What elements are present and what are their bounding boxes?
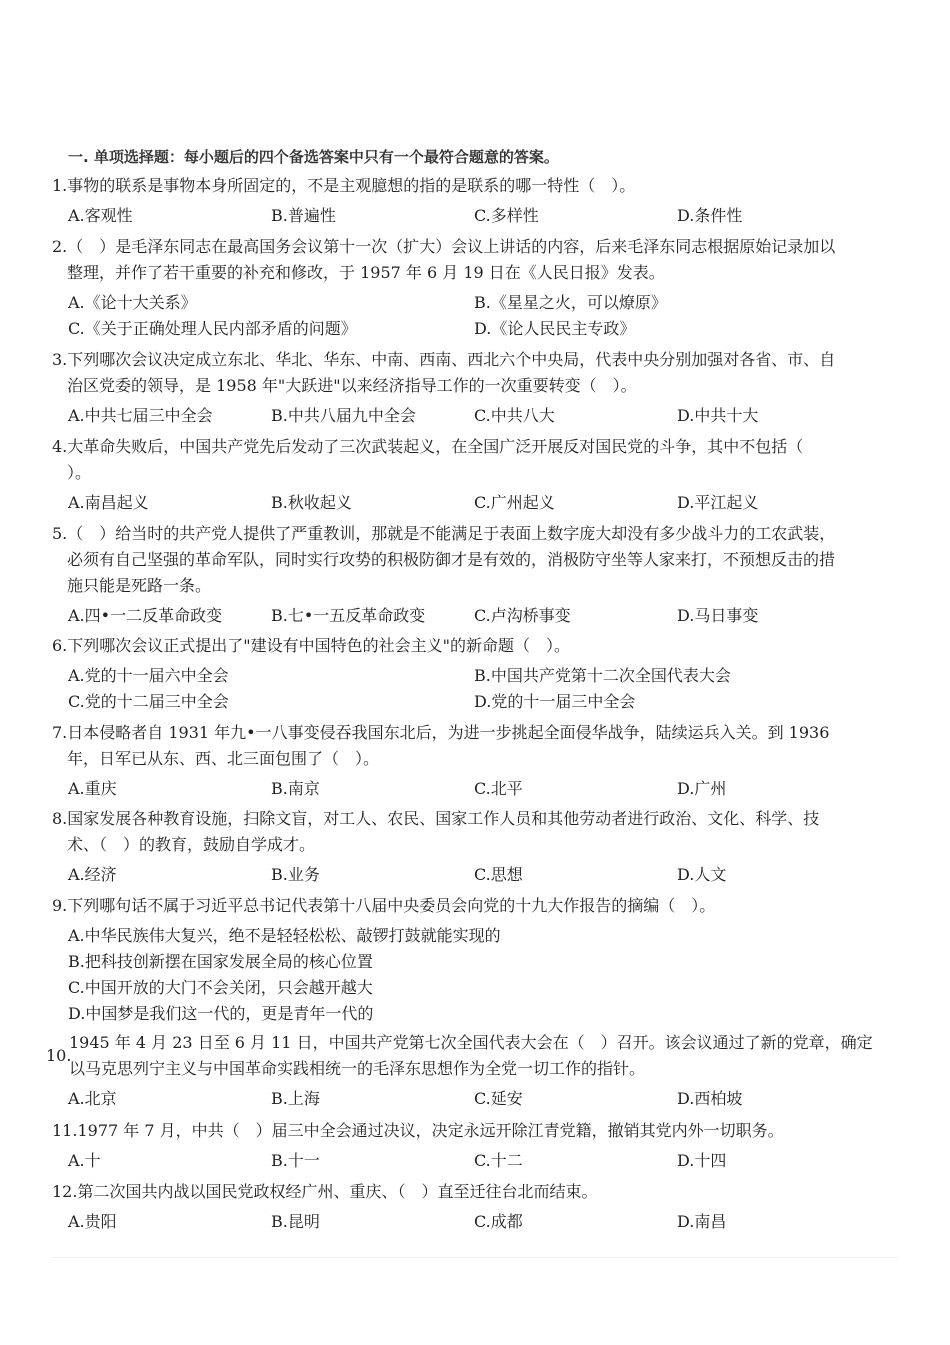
option-a[interactable]: A.中华民族伟大复兴，绝不是轻轻松松、敲锣打鼓就能实现的 (68, 926, 501, 945)
question-text-cont: 年，日军已从东、西、北三面包围了（ ）。 (67, 749, 380, 768)
question-number: 7. (52, 723, 68, 742)
option-b[interactable]: B.《星星之火，可以燎原》 (474, 293, 667, 312)
options-row (52, 862, 882, 888)
option-c[interactable]: C.《关于正确处理人民内部矛盾的问题》 (68, 319, 357, 338)
question-text: 下列哪句话不属于习近平总书记代表第十八届中央委员会向党的十九大作报告的摘编（ ）。 (67, 896, 716, 915)
option-c[interactable]: C.十二 (474, 1151, 523, 1170)
option-d[interactable]: D.南昌 (677, 1212, 727, 1231)
question-text: 第二次国共内战以国民党政权经广州、重庆、（ ）直至迁往台北而结束。 (77, 1182, 598, 1201)
option-b[interactable]: B.中共八届九中全会 (271, 406, 416, 425)
question-text: 事物的联系是事物本身所固定的，不是主观臆想的指的是联系的哪一特性（ ）。 (67, 176, 636, 195)
question-text: 国家发展各种教育设施，扫除文盲，对工人、农民、国家工作人员和其他劳动者进行政治、文化、科学、技 (67, 809, 820, 828)
option-c[interactable]: C.中国开放的大门不会关闭，只会越开越大 (68, 978, 373, 997)
option-c[interactable]: C.中共八大 (474, 406, 555, 425)
options-row (52, 603, 882, 629)
option-d[interactable]: D.条件性 (677, 206, 743, 225)
option-c[interactable]: C.成都 (474, 1212, 523, 1231)
option-d[interactable]: D.广州 (677, 779, 727, 798)
option-c[interactable]: C.卢沟桥事变 (474, 606, 571, 625)
question-text-cont: ）。 (67, 463, 92, 482)
option-b[interactable]: B.七•一五反革命政变 (271, 606, 426, 625)
options-row (52, 290, 882, 316)
option-b[interactable]: B.上海 (271, 1089, 320, 1108)
question-11 (52, 1118, 882, 1174)
option-d[interactable]: D.《论人民民主专政》 (474, 319, 636, 338)
option-d[interactable]: D.党的十一届三中全会 (474, 692, 636, 711)
option-a[interactable]: A.中共七届三中全会 (68, 406, 213, 425)
option-a[interactable]: A.客观性 (68, 206, 133, 225)
question-text: 1977 年 7 月，中共（ ）届三中全会通过决议，决定永远开除江青党籍，撤销其党内外一切职务。 (77, 1121, 784, 1140)
options-row (52, 663, 882, 689)
question-text-cont: 以马克思列宁主义与中国革命实践相统一的毛泽东思想作为全党一切工作的指针。 (69, 1059, 646, 1078)
options-row (52, 203, 882, 229)
option-a[interactable]: A.南昌起义 (68, 493, 149, 512)
option-b[interactable]: B.十一 (271, 1151, 320, 1170)
options-row (52, 316, 882, 342)
question-2 (52, 234, 882, 342)
question-number: 10. (46, 1046, 72, 1065)
question-number: 1. (52, 176, 68, 195)
option-a[interactable]: A.十 (68, 1151, 101, 1170)
option-a[interactable]: A.《论十大关系》 (68, 293, 197, 312)
question-number: 9. (52, 896, 68, 915)
option-b[interactable]: B.昆明 (271, 1212, 320, 1231)
question-number: 5. (52, 524, 68, 543)
question-text-cont: 必须有自己坚强的革命军队，同时实行攻势的积极防御才是有效的，消极防守坐等人家来打，不预想反击的措 (67, 550, 836, 569)
bottom-divider (52, 1257, 897, 1258)
question-number: 11. (52, 1121, 78, 1140)
section-heading: 一. 单项选择题：每小题后的四个备选答案中只有一个最符合题意的答案。 (68, 148, 559, 166)
option-b[interactable]: B.把科技创新摆在国家发展全局的核心位置 (68, 952, 373, 971)
options-row (52, 1148, 882, 1174)
option-a[interactable]: A.重庆 (68, 779, 117, 798)
option-b[interactable]: B.普遍性 (271, 206, 336, 225)
option-a[interactable]: A.贵阳 (68, 1212, 117, 1231)
question-number: 2. (52, 237, 68, 256)
question-text-cont: 术、（ ）的教育，鼓励自学成才。 (67, 835, 316, 854)
question-3 (52, 347, 882, 429)
question-text-cont: 整理，并作了若干重要的补充和修改，于 1957 年 6 月 19 日在《人民日报》发表。 (67, 263, 665, 282)
question-text-cont: 施只能是死路一条。 (67, 576, 212, 595)
option-a[interactable]: A.北京 (68, 1089, 117, 1108)
options-row (52, 490, 882, 516)
question-4 (52, 434, 882, 516)
option-c[interactable]: C.延安 (474, 1089, 523, 1108)
option-d[interactable]: D.平江起义 (677, 493, 759, 512)
question-text: 大革命失败后，中国共产党先后发动了三次武装起义，在全国广泛开展反对国民党的斗争，其中不包括（ (67, 437, 804, 456)
question-7 (52, 720, 882, 802)
options-row (52, 689, 882, 715)
question-number: 8. (52, 809, 68, 828)
option-d[interactable]: D.十四 (677, 1151, 727, 1170)
question-text-cont: 治区党委的领导，是 1958 年"大跃进"以来经济指导工作的一次重要转变（ ）。 (67, 376, 637, 395)
option-c[interactable]: C.思想 (474, 865, 523, 884)
option-d[interactable]: D.人文 (677, 865, 727, 884)
option-b[interactable]: B.中国共产党第十二次全国代表大会 (474, 666, 731, 685)
question-6 (52, 633, 882, 715)
option-d[interactable]: D.中共十大 (677, 406, 759, 425)
question-text: 下列哪次会议正式提出了"建设有中国特色的社会主义"的新命题（ ）。 (67, 636, 570, 655)
option-c[interactable]: C.党的十二届三中全会 (68, 692, 229, 711)
question-1 (52, 173, 882, 229)
question-number: 4. (52, 437, 68, 456)
option-b[interactable]: B.南京 (271, 779, 320, 798)
question-text: 日本侵略者自 1931 年九•一八事变侵吞我国东北后，为进一步挑起全面侵华战争，陆续运兵入关。到 1936 (67, 723, 830, 742)
question-5 (52, 521, 882, 629)
question-10 (46, 1030, 882, 1112)
question-12 (52, 1179, 882, 1235)
option-d[interactable]: D.中国梦是我们这一代的，更是青年一代的 (68, 1004, 374, 1023)
options-row (52, 403, 882, 429)
option-c[interactable]: C.北平 (474, 779, 523, 798)
options-row (52, 1086, 882, 1112)
option-d[interactable]: D.西柏坡 (677, 1089, 743, 1108)
question-text: （ ）给当时的共产党人提供了严重教训，那就是不能满足于表面上数字庞大却没有多少战斗力的工农武装， (67, 524, 836, 543)
question-9 (52, 893, 882, 1027)
question-text: 下列哪次会议决定成立东北、华北、华东、中南、西南、西北六个中央局，代表中央分别加强对各省、市、自 (67, 350, 836, 369)
question-number: 12. (52, 1182, 78, 1201)
option-c[interactable]: C.广州起义 (474, 493, 555, 512)
question-text: （ ）是毛泽东同志在最高国务会议第十一次（扩大）会议上讲话的内容，后来毛泽东同志根据原始记录加以 (67, 237, 836, 256)
option-d[interactable]: D.马日事变 (677, 606, 759, 625)
question-number: 6. (52, 636, 68, 655)
question-number: 3. (52, 350, 68, 369)
option-b[interactable]: B.业务 (271, 865, 320, 884)
options-row (52, 776, 882, 802)
option-a[interactable]: A.四•一二反革命政变 (68, 606, 223, 625)
options-row (52, 1209, 882, 1235)
option-c[interactable]: C.多样性 (474, 206, 539, 225)
option-a[interactable]: A.经济 (68, 865, 117, 884)
option-b[interactable]: B.秋收起义 (271, 493, 352, 512)
question-8 (52, 806, 882, 888)
option-a[interactable]: A.党的十一届六中全会 (68, 666, 229, 685)
question-text: 1945 年 4 月 23 日至 6 月 11 日，中国共产党第七次全国代表大会在（ ）召开。该会议通过了新的党章，确定 (69, 1033, 873, 1052)
